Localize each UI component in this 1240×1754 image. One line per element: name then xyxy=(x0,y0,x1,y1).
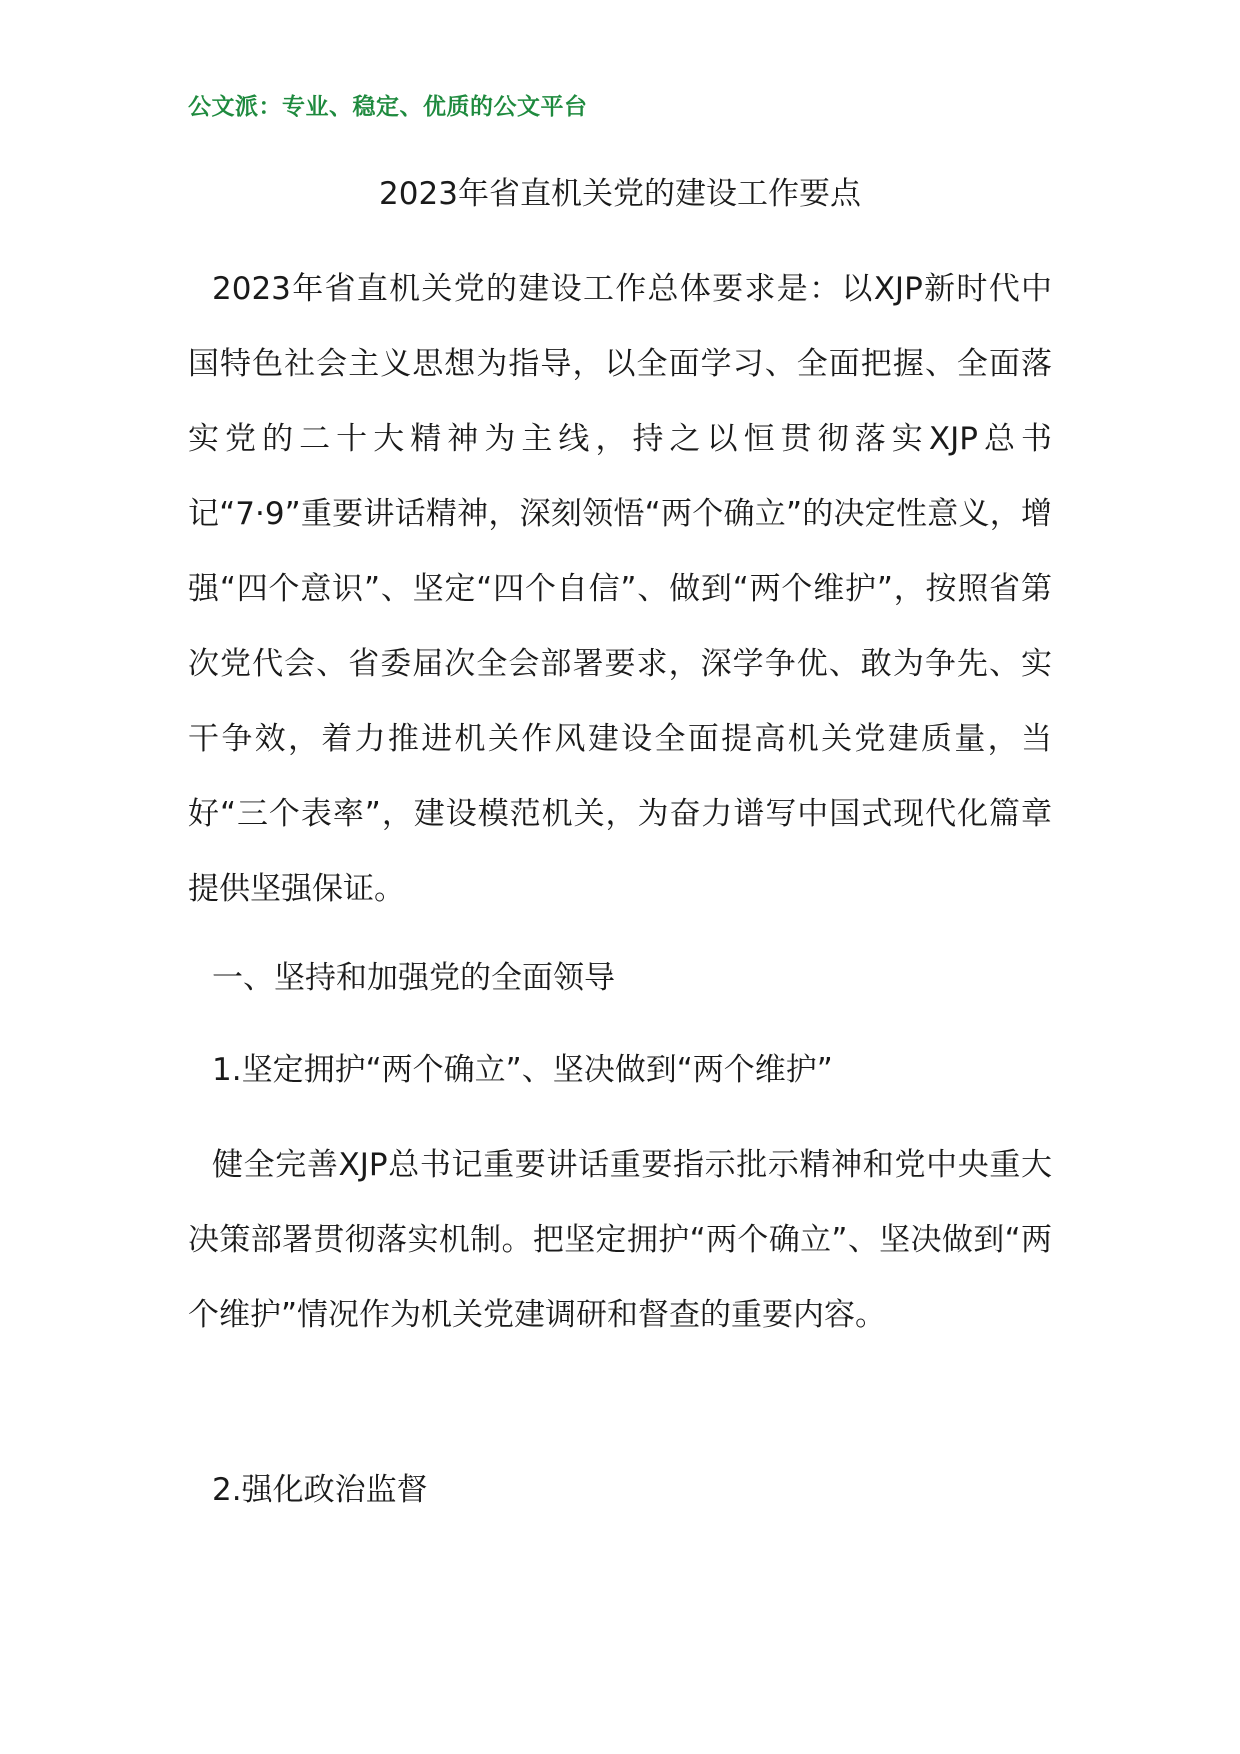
site-banner: 公文派：专业、稳定、优质的公文平台 xyxy=(188,93,588,120)
document-title: 2023年省直机关党的建设工作要点 xyxy=(379,176,861,212)
item-heading-2: 2.强化政治监督 xyxy=(212,1472,428,1508)
section-heading-1: 一、坚持和加强党的全面领导 xyxy=(212,960,615,996)
item-heading-1: 1.坚定拥护“两个确立”、坚决做到“两个维护” xyxy=(212,1052,833,1088)
intro-paragraph: 2023年省直机关党的建设工作总体要求是：以XJP新时代中国特色社会主义思想为指导，以全面学习、全面把握、全面落实党的二十大精神为主线，持之以恒贯彻落实XJP总书记“7·9”重要讲话精神，深刻领悟“两个确立”的决定性意义，增强“四个意识”、坚定“四个自信”、做到“两个维护”，按照省第次党代会、省委届次全会部署要求，深学争优、敢为争先、实干争效，着力推进机关作风建设全面提高机关党建质量，当好“三个表率”，建设模范机关，为奋力谱写中国式现代化篇章提供坚强保证。 xyxy=(188,271,1052,907)
item-1-paragraph: 健全完善XJP总书记重要讲话重要指示批示精神和党中央重大决策部署贯彻落实机制。把坚定拥护“两个确立”、坚决做到“两个维护”情况作为机关党建调研和督查的重要内容。 xyxy=(188,1147,1052,1333)
